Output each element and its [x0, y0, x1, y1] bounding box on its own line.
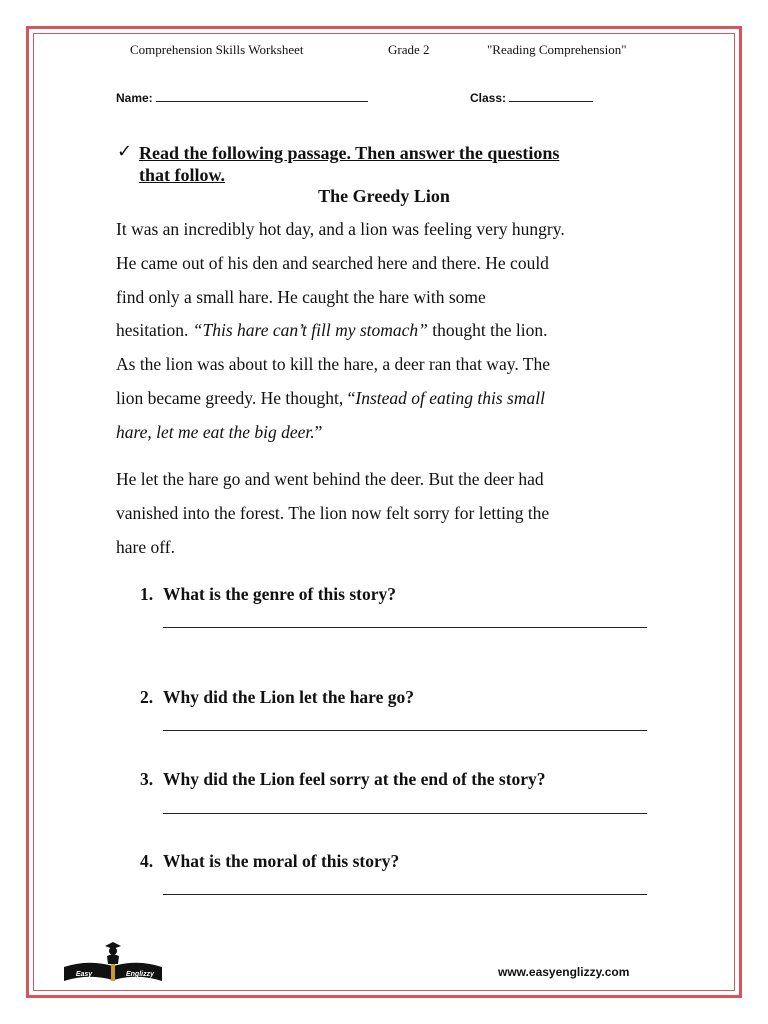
question-text: Why did the Lion let the hare go?	[163, 687, 415, 707]
question-3	[140, 769, 546, 790]
paragraph-line: vanished into the forest. The lion now felt sorry for letting the	[116, 502, 550, 523]
website-url[interactable]: www.easyenglizzy.com	[498, 965, 630, 979]
logo-word-englizzy: Englizzy	[125, 971, 155, 978]
answer-line-4[interactable]	[163, 894, 647, 895]
paragraph-line: hare off.	[116, 536, 175, 557]
name-label: Name:	[116, 91, 153, 105]
question-2	[140, 687, 414, 708]
answer-line-1[interactable]	[163, 627, 647, 628]
story-paragraph-1	[116, 213, 676, 450]
answer-line-3[interactable]	[163, 813, 647, 814]
text-span: lion became greedy. He thought, “	[116, 387, 356, 408]
class-field[interactable]	[470, 89, 593, 105]
quoted-thought: “This hare can’t fill my stomach”	[192, 320, 428, 341]
paragraph-line: He let the hare go and went behind the deer. But the deer had	[116, 469, 544, 489]
story-title: The Greedy Lion	[318, 186, 450, 206]
paragraph-line: He came out of his den and searched here and there. He could	[116, 252, 549, 273]
paragraph-line	[116, 382, 676, 416]
checkmark-icon: ✓	[117, 141, 133, 162]
quoted-thought: hare, let me eat the big deer.	[116, 421, 315, 442]
question-4	[140, 851, 399, 872]
question-number: 2.	[140, 687, 154, 707]
question-number: 1.	[140, 584, 154, 604]
story-paragraph-2	[116, 463, 676, 564]
question-text: What is the moral of this story?	[163, 851, 400, 871]
easy-englizzy-logo	[60, 937, 166, 983]
class-blank-line[interactable]	[509, 89, 593, 102]
question-number: 4.	[140, 851, 154, 871]
question-number: 3.	[140, 769, 154, 789]
paragraph-line: It was an incredibly hot day, and a lion was feeling very hungry.	[116, 219, 565, 239]
question-text: What is the genre of this story?	[163, 584, 396, 604]
grade-label: Grade 2	[388, 42, 430, 57]
paragraph-line	[116, 314, 676, 348]
paragraph-line	[116, 416, 676, 450]
name-field[interactable]	[116, 89, 368, 105]
instruction-line-1: Read the following passage. Then answer the questions	[139, 143, 560, 163]
worksheet-title: Comprehension Skills Worksheet	[130, 42, 304, 57]
text-span: ”	[314, 421, 323, 442]
paragraph-line: As the lion was about to kill the hare, a deer ran that way. The	[116, 354, 550, 375]
question-1	[140, 584, 396, 605]
paragraph-line: find only a small hare. He caught the hare with some	[116, 286, 486, 307]
instruction-text	[139, 142, 659, 186]
text-span: thought the lion.	[427, 320, 548, 341]
text-span: hesitation.	[116, 320, 193, 341]
instruction-line-2: that follow.	[139, 165, 226, 185]
quoted-thought: Instead of eating this small	[355, 387, 545, 408]
topic-label: "Reading Comprehension"	[487, 42, 627, 57]
name-blank-line[interactable]	[156, 89, 368, 102]
answer-line-2[interactable]	[163, 730, 647, 731]
class-label: Class:	[470, 91, 507, 105]
logo-word-easy: Easy	[75, 971, 93, 978]
question-text: Why did the Lion feel sorry at the end of the story?	[163, 769, 546, 789]
